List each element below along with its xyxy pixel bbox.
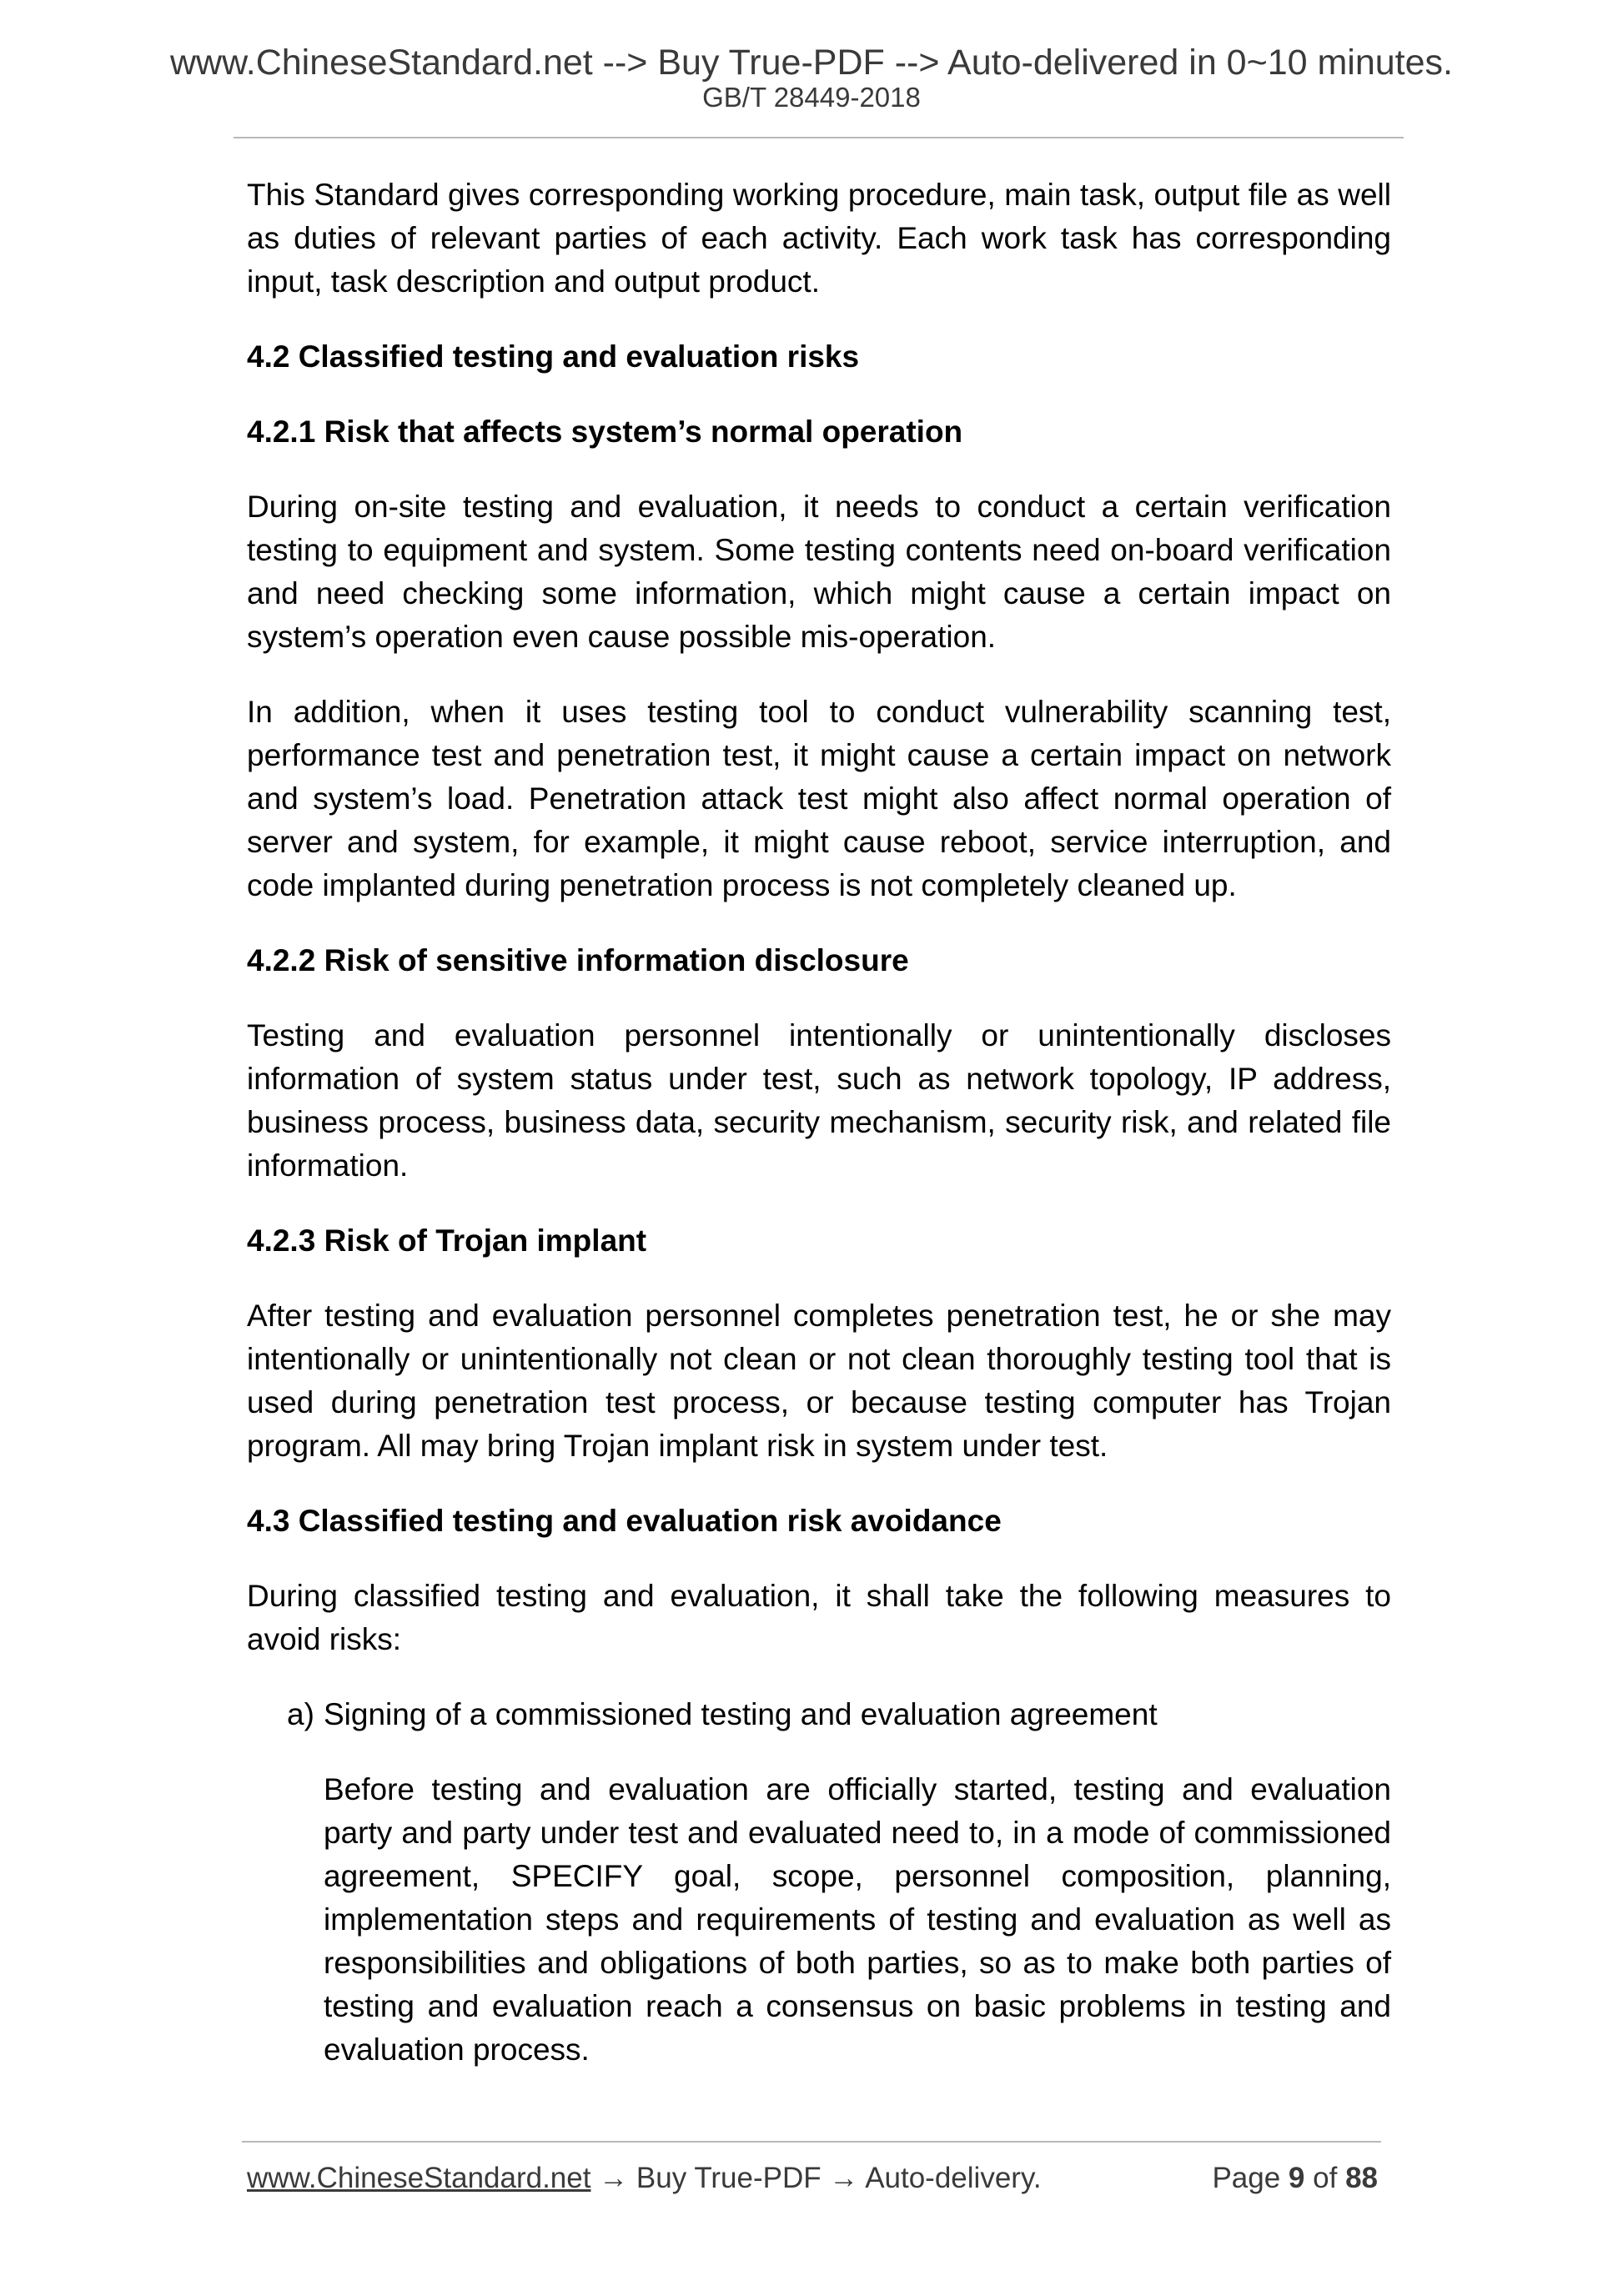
page-total: 88 — [1345, 2162, 1378, 2194]
page-label: Page — [1212, 2162, 1281, 2194]
footer-links — [247, 2160, 1042, 2197]
list-item-a — [287, 1693, 1391, 1736]
footer-arrow-1: → — [590, 2162, 636, 2194]
list-item-a-detail: Before testing and evaluation are officially started, testing and evaluation party and party under test and evaluated need to, in a mode of commissioned agreement, SPECIFY goal, scope, personnel composition, planning, implementation steps and requirements of testing and evaluation as well as responsibilities and obligations of both parties, so as to make both parties of testing and evaluation reach a consensus on basic problems in testing and evaluation process. — [324, 1772, 1391, 2067]
site-banner: www.ChineseStandard.net --> Buy True-PDF --> Auto-delivered in 0~10 minutes. — [169, 43, 1453, 83]
list-item-a-text: Signing of a commissioned testing and evaluation agreement — [324, 1697, 1158, 1731]
list-marker-a: a) — [287, 1697, 314, 1731]
section-heading-4-2-1: 4.2.1 Risk that affects system’s normal operation — [247, 414, 963, 449]
section-heading-4-3: 4.3 Classified testing and evaluation risk avoidance — [247, 1504, 1002, 1538]
intro-paragraph: This Standard gives corresponding working procedure, main task, output file as well as duties of relevant parties of each activity. Each work task has corresponding input, task description and output product. — [247, 178, 1391, 299]
footer-buy-text: Buy True-PDF — [636, 2162, 822, 2194]
footer-arrow-2: → — [821, 2162, 866, 2194]
paragraph-4-2-1-b: In addition, when it uses testing tool to conduct vulnerability scanning test, performance test and penetration test, it might cause a certain impact on network and system’s load. Penetration attack test might also affect normal operation of server and system, for example, it might cause reboot, service interruption, and code implanted during penetration process is not completely cleaned up. — [247, 695, 1391, 902]
footer-delivery-text: Auto-delivery. — [865, 2162, 1042, 2194]
header-divider — [234, 137, 1404, 138]
paragraph-4-3: During classified testing and evaluation, it shall take the following measures to avoid risks: — [247, 1579, 1391, 1656]
paragraph-4-2-2: Testing and evaluation personnel intentionally or unintentionally discloses information of system status under test, such as network topology, IP address, business process, business data, security mechanism, security risk, and related file information. — [247, 1018, 1391, 1183]
section-heading-4-2-3: 4.2.3 Risk of Trojan implant — [247, 1223, 647, 1258]
page-indicator — [1212, 2160, 1378, 2197]
paragraph-4-2-1-a: During on-site testing and evaluation, it needs to conduct a certain verification testing to equipment and system. Some testing contents need on-board verification and need checking some information, which might cause a certain impact on system’s operation even cause possible mis-operation. — [247, 490, 1391, 654]
page-number: 9 — [1288, 2162, 1305, 2194]
of-label: of — [1313, 2162, 1338, 2194]
footer-site-link[interactable]: www.ChineseStandard.net — [247, 2162, 591, 2194]
footer-divider — [242, 2141, 1381, 2143]
section-heading-4-2-2: 4.2.2 Risk of sensitive information disclosure — [247, 943, 909, 977]
document-body — [247, 173, 1391, 2103]
standard-code: GB/T 28449-2018 — [702, 82, 921, 113]
section-heading-4-2: 4.2 Classified testing and evaluation risks — [247, 339, 860, 374]
paragraph-4-2-3: After testing and evaluation personnel completes penetration test, he or she may intentionally or unintentionally not clean or not clean thoroughly testing tool that is used during penetration test process, or because testing computer has Trojan program. All may bring Trojan implant risk in system under test. — [247, 1299, 1391, 1463]
